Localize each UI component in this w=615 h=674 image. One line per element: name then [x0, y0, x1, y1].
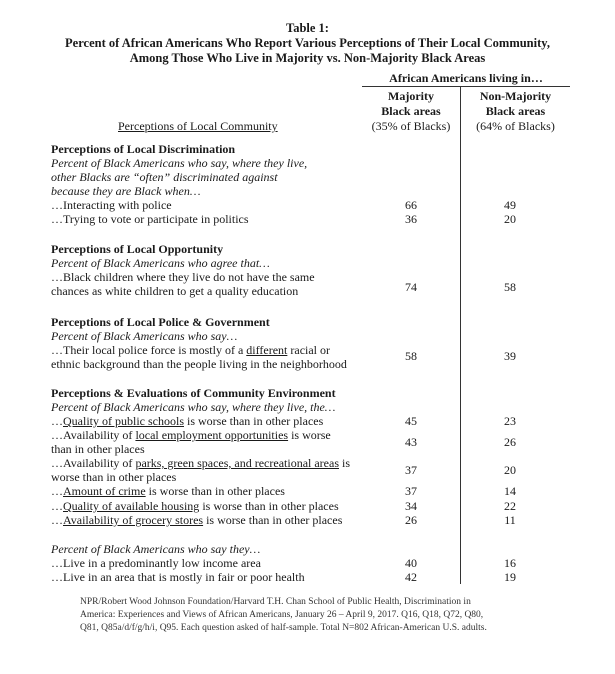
section-intro: Percent of Black Americans who say they… — [51, 542, 261, 556]
majority-value: 42 — [405, 570, 417, 584]
label-text: is worse than in other places — [183, 414, 324, 428]
row-header: Perceptions of Local Community — [118, 119, 278, 133]
non-majority-value: 22 — [504, 499, 516, 513]
table-title-line1: Percent of African Americans Who Report Various Perceptions of Their Local Community, — [65, 36, 550, 50]
non-majority-value: 26 — [504, 435, 516, 449]
table-row-label: …Trying to vote or participate in politics — [51, 212, 249, 226]
section-intro: Percent of Black Americans who say, where they live, — [51, 156, 308, 170]
footnote-line3: Q81, Q85a/d/f/g/h/i, Q95. Each question asked of half-sample. Total N=802 African-American U.S. adults. — [80, 623, 487, 633]
label-text: … — [51, 484, 63, 498]
column-group-header: African Americans living in… — [389, 71, 543, 85]
majority-value: 36 — [405, 212, 417, 226]
non-majority-value: 11 — [504, 513, 516, 527]
section-intro: Percent of Black Americans who say… — [51, 329, 238, 343]
label-text: racial or — [287, 343, 331, 357]
label-text: is worse than in other places — [203, 513, 343, 527]
section-title: Perceptions of Local Opportunity — [51, 242, 224, 256]
table-row-label — [51, 513, 342, 527]
label-text: is worse — [288, 428, 331, 442]
table-row-label: …Live in an area that is mostly in fair or poor health — [51, 570, 305, 584]
majority-value: 34 — [405, 499, 417, 513]
label-text: is — [339, 456, 351, 470]
section-title: Perceptions & Evaluations of Community Environment — [51, 386, 336, 400]
non-majority-value: 20 — [504, 463, 516, 477]
header-rule — [362, 86, 570, 87]
label-text: is worse than in other places — [199, 499, 339, 513]
non-majority-value: 58 — [504, 280, 516, 294]
label-emphasis: different — [246, 343, 288, 357]
section-intro: Percent of Black Americans who agree that… — [51, 256, 270, 270]
table-title-line2: Among Those Who Live in Majority vs. Non-Majority Black Areas — [129, 51, 486, 65]
majority-value: 74 — [405, 280, 417, 294]
non-majority-value: 49 — [504, 198, 516, 212]
table-row-label-cont: chances as white children to get a quality education — [51, 284, 299, 298]
majority-value: 26 — [405, 513, 417, 527]
col1-header-line3: (35% of Blacks) — [371, 119, 451, 133]
table-label: Table 1: — [286, 21, 329, 35]
majority-value: 37 — [405, 463, 417, 477]
table-row-label — [51, 456, 350, 470]
column-divider — [460, 86, 461, 584]
non-majority-value: 16 — [504, 556, 516, 570]
non-majority-value: 14 — [504, 484, 516, 498]
majority-value: 43 — [405, 435, 417, 449]
section-title: Perceptions of Local Discrimination — [51, 142, 236, 156]
non-majority-value: 20 — [504, 212, 516, 226]
section-title: Perceptions of Local Police & Government — [51, 315, 270, 329]
col1-header-line2: Black areas — [381, 104, 441, 118]
table-row-label — [51, 484, 285, 498]
table-row-label — [51, 428, 331, 442]
col2-header-line3: (64% of Blacks) — [476, 119, 555, 133]
label-text: … — [51, 499, 63, 513]
table-row-label — [51, 499, 339, 513]
label-emphasis: Quality of available housing — [63, 499, 200, 513]
footnote-line1: NPR/Robert Wood Johnson Foundation/Harvard T.H. Chan School of Public Health, Discrimination in — [80, 597, 471, 607]
label-text: …Availability of — [51, 428, 136, 442]
majority-value: 37 — [405, 484, 417, 498]
table-row-label — [51, 343, 330, 357]
section-intro: because they are Black when… — [51, 184, 201, 198]
label-text: … — [51, 513, 63, 527]
table-row-label-cont: than in other places — [51, 442, 145, 456]
table-row-label — [51, 414, 323, 428]
col2-header-line1: Non-Majority — [479, 89, 552, 103]
majority-value: 45 — [405, 414, 417, 428]
non-majority-value: 39 — [504, 349, 516, 363]
majority-value: 58 — [405, 349, 417, 363]
label-text: …Availability of — [51, 456, 136, 470]
label-text: …Their local police force is mostly of a — [51, 343, 247, 357]
footnote-line2: America: Experiences and Views of African Americans, January 26 – April 9, 2017. Q16, Q18, Q72, Q80, — [80, 610, 484, 620]
label-text: … — [51, 414, 63, 428]
majority-value: 66 — [405, 198, 417, 212]
col1-header-line1: Majority — [388, 89, 434, 103]
table-row-label: …Interacting with police — [51, 198, 172, 212]
label-text: is worse than in other places — [145, 484, 285, 498]
label-emphasis: Availability of grocery stores — [63, 513, 204, 527]
majority-value: 40 — [405, 556, 417, 570]
table-row-label-cont: ethnic background than the people living in the neighborhood — [51, 357, 347, 371]
section-intro: other Blacks are “often” discriminated against — [51, 170, 278, 184]
label-emphasis: parks, green spaces, and recreational areas — [135, 456, 339, 470]
table-row-label: …Black children where they live do not have the same — [51, 270, 315, 284]
label-emphasis: local employment opportunities — [135, 428, 289, 442]
label-emphasis: Amount of crime — [63, 484, 146, 498]
non-majority-value: 23 — [504, 414, 516, 428]
col2-header-line2: Black areas — [485, 104, 546, 118]
table-row-label: …Live in a predominantly low income area — [51, 556, 261, 570]
non-majority-value: 19 — [504, 570, 516, 584]
table-row-label-cont: worse than in other places — [51, 470, 177, 484]
label-emphasis: Quality of public schools — [63, 414, 184, 428]
section-intro: Percent of Black Americans who say, where they live, the… — [51, 400, 336, 414]
